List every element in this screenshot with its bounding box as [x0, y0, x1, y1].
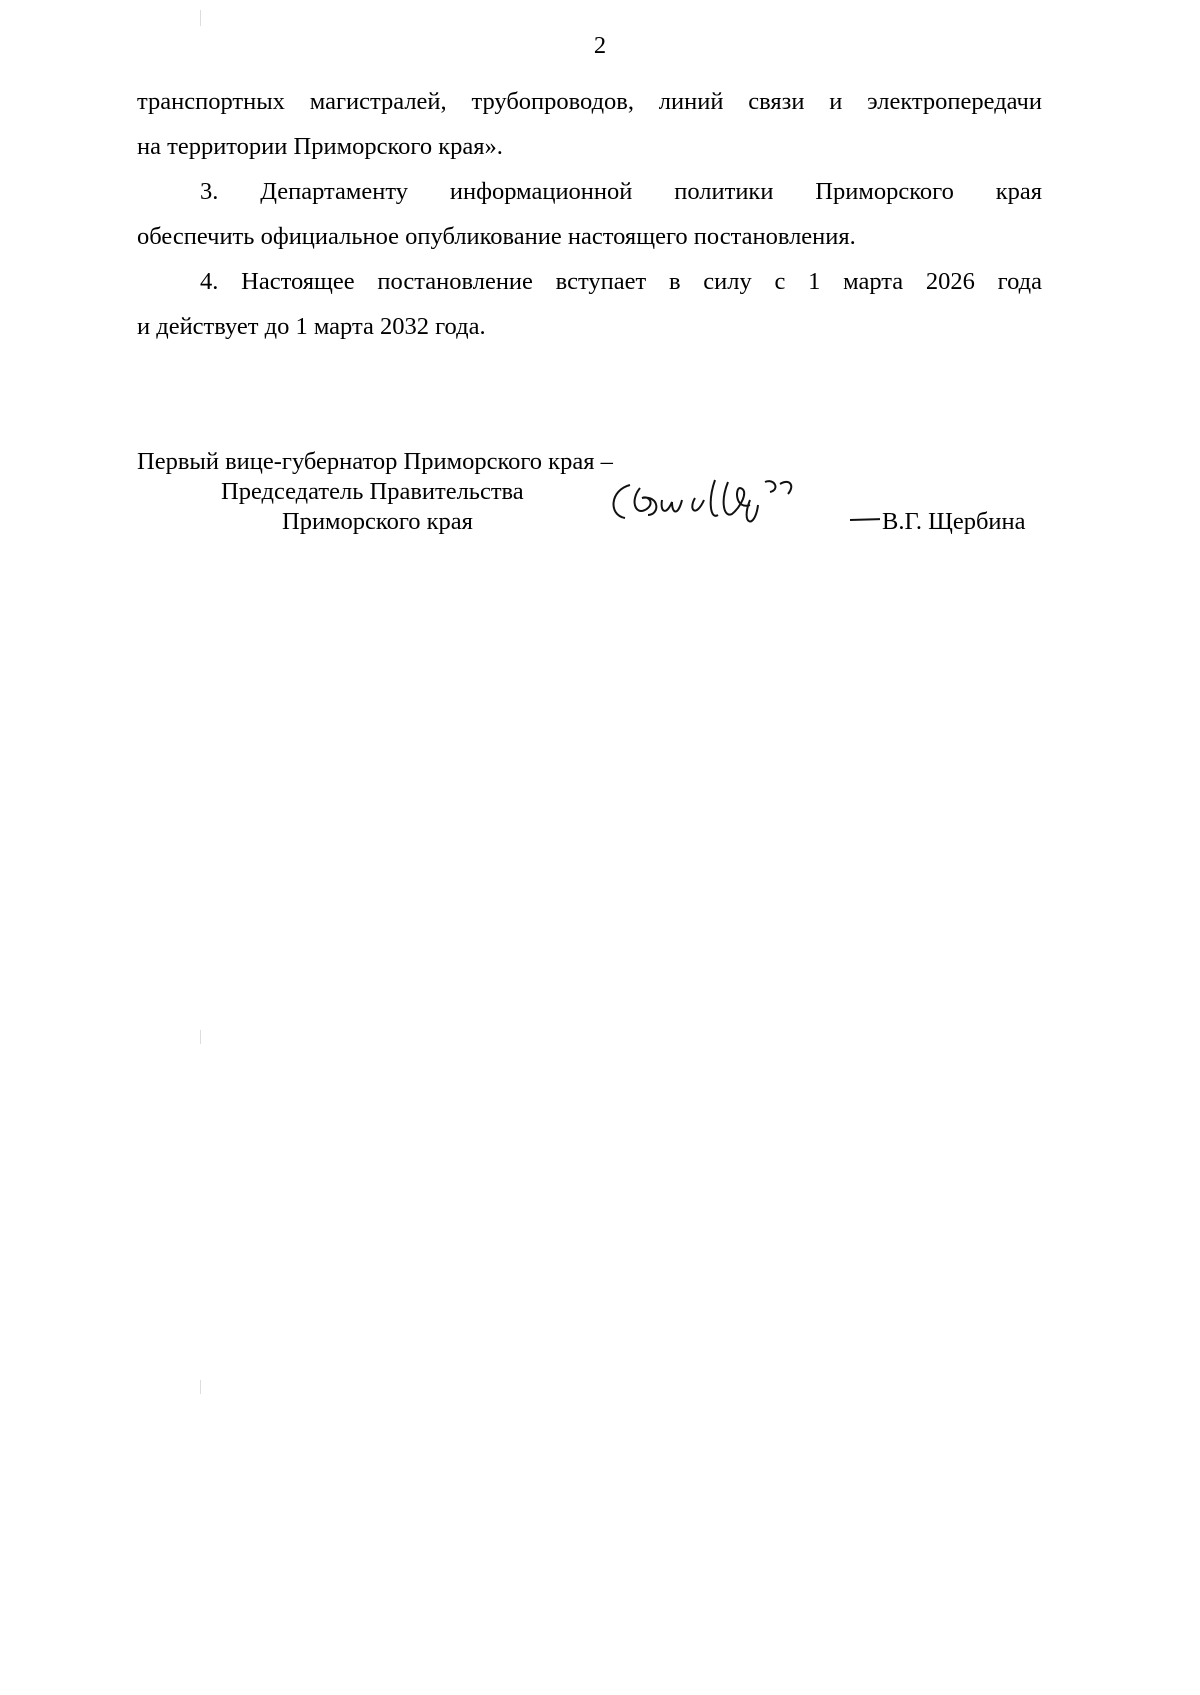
paragraph-3-line: обеспечить официальное опубликование настоящего постановления.: [137, 223, 856, 250]
paragraph-3-line: 3. Департаменту информационной политики Приморского края: [200, 178, 1042, 205]
paragraph-line: на территории Приморского края».: [137, 133, 503, 160]
paragraph-line: транспортных магистралей, трубопроводов, линий связи и электропередачи: [137, 88, 1042, 115]
signatory-title-line: Приморского края: [282, 508, 473, 535]
margin-mark: [200, 1030, 201, 1044]
paragraph-4-line: и действует до 1 марта 2032 года.: [137, 313, 486, 340]
margin-mark: [200, 1380, 201, 1394]
signatory-title-line: Председатель Правительства: [221, 478, 524, 505]
page-number: 2: [593, 32, 607, 59]
margin-mark: [200, 10, 201, 26]
paragraph-4-line: 4. Настоящее постановление вступает в силу с 1 марта 2026 года: [200, 268, 1042, 295]
handwritten-signature: [600, 470, 880, 550]
signatory-name: В.Г. Щербина: [882, 508, 1026, 535]
signatory-title-line: Первый вице-губернатор Приморского края –: [137, 448, 613, 475]
